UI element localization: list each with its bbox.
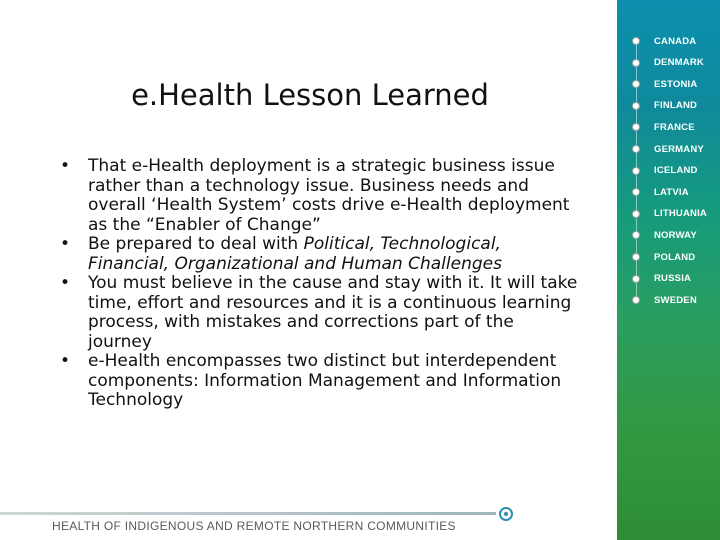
bullet-dot-icon: • [59, 351, 71, 371]
country-item [632, 250, 695, 264]
bullet-item [58, 274, 578, 352]
country-item [632, 120, 695, 134]
country-dot-icon [632, 80, 640, 88]
slide-title: e.Health Lesson Learned [131, 78, 489, 112]
country-dot-icon [632, 102, 640, 110]
country-name: RUSSIA [654, 273, 692, 285]
bullet-text: You must believe in the cause and stay with it. It will take time, effort and resources and it is a continuous learning process, with mistakes and corrections part of the journey [88, 273, 578, 352]
bullet-list [58, 157, 578, 411]
country-name: ESTONIA [654, 78, 698, 90]
country-dot-icon [632, 145, 640, 153]
country-item [632, 34, 696, 48]
country-item [632, 164, 698, 178]
country-dot-icon [632, 59, 640, 67]
country-dot-icon [632, 188, 640, 196]
country-name: GERMANY [654, 143, 704, 155]
footer-rule [0, 512, 496, 515]
country-item [632, 185, 689, 199]
footer-text: HEALTH OF INDIGENOUS AND REMOTE NORTHERN COMMUNITIES [52, 519, 456, 533]
country-name: LITHUANIA [654, 208, 707, 220]
bullet-text: Be prepared to deal with [88, 234, 304, 254]
country-name: DENMARK [654, 57, 704, 69]
country-name: FRANCE [654, 121, 695, 133]
country-item [632, 293, 697, 307]
country-item [632, 207, 707, 221]
country-item [632, 272, 691, 286]
country-name: NORWAY [654, 229, 697, 241]
country-name: POLAND [654, 251, 696, 263]
country-name: LATVIA [654, 186, 689, 198]
country-item [632, 228, 697, 242]
footer-emblem-icon [499, 507, 513, 521]
country-name: ICELAND [654, 165, 698, 177]
country-item [632, 99, 697, 113]
country-item [632, 142, 704, 156]
bullet-text: That e-Health deployment is a strategic business issue rather than a technology issue. Business needs and overall ‘Health System’ costs drive e-Health deployment as the “Enabler of Change” [88, 156, 570, 235]
bullet-dot-icon: • [59, 156, 71, 176]
country-item [632, 56, 704, 70]
country-dot-icon [632, 123, 640, 131]
country-dot-icon [632, 37, 640, 45]
country-name: SWEDEN [654, 294, 697, 306]
bullet-dot-icon: • [59, 273, 71, 293]
country-dot-icon [632, 296, 640, 304]
bullet-text: e-Health encompasses two distinct but interdependent components: Information Management and Information Technology [88, 351, 562, 410]
bullet-emphasis-text: Political, Technological, Financial, Organizational and Human Challenges [88, 234, 502, 274]
bullet-item [58, 157, 578, 235]
bullet-item [58, 235, 578, 274]
country-dot-icon [632, 231, 640, 239]
country-name: FINLAND [654, 100, 698, 112]
bullet-item [58, 352, 578, 411]
bullet-dot-icon: • [59, 234, 71, 254]
country-item [632, 77, 697, 91]
country-dot-icon [632, 253, 640, 261]
country-dot-icon [632, 275, 640, 283]
country-dot-icon [632, 167, 640, 175]
country-dot-icon [632, 210, 640, 218]
country-name: CANADA [654, 35, 697, 47]
